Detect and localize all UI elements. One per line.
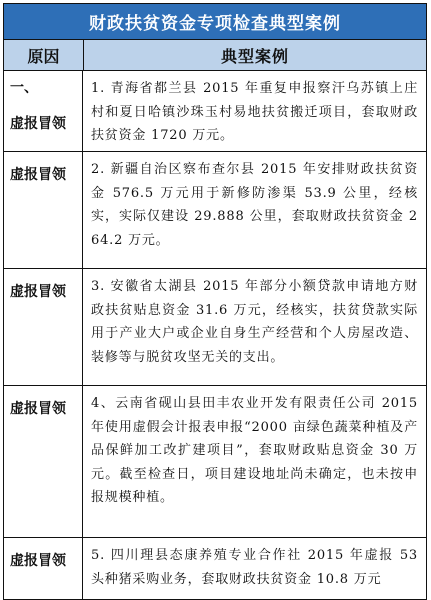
reason-label: 虚报冒领 (10, 401, 66, 417)
case-text: 4、云南省砚山县田丰农业开发有限责任公司 2015 年使用虚假会计报表申报“2000 亩绿色蔬菜种植及产品保鲜加工改扩建项目”，套取财政贴息资金 30 万元。截至检查日，项目建设地址尚未确定，也未按申报规模种植。 (91, 396, 418, 505)
header-case: 典型案例 (220, 46, 289, 66)
case-text: 1. 青海省都兰县 2015 年重复申报察汗乌苏镇上庄村和夏日哈镇沙珠玉村易地扶贫搬迁项目，套取财政扶贫资金 1720 万元。 (91, 81, 418, 143)
reason-cell (4, 152, 83, 268)
reason-cell (4, 386, 83, 537)
table-row (4, 538, 426, 600)
header-reason: 原因 (4, 40, 84, 70)
reason-label: 虚报冒领 (10, 167, 66, 183)
table-row (4, 386, 426, 538)
table-header-row (4, 40, 426, 71)
case-table (3, 3, 427, 600)
reason-label: 虚报冒领 (10, 116, 66, 132)
case-text: 3. 安徽省太湖县 2015 年部分小额贷款申请地方财政扶贫贴息资金 31.6 万元，经核实，扶贫贷款实际用于产业大户或企业自身生产经营和个人房屋改造、装修等与脱贫攻坚无关的支出。 (91, 279, 418, 365)
reason-number: 一、 (10, 80, 38, 96)
reason-label: 虚报冒领 (10, 553, 66, 569)
case-text: 2. 新疆自治区察布查尔县 2015 年安排财政扶贫资金 576.5 万元用于新修防渗渠 53.9 公里，经核实，实际仅建设 29.888 公里，套取财政扶贫资金 264.2 万元。 (91, 162, 418, 248)
reason-cell (4, 538, 83, 600)
table-row (4, 269, 426, 386)
reason-cell (4, 71, 83, 151)
reason-label: 虚报冒领 (10, 284, 66, 300)
table-title: 财政扶贫资金专项检查典型案例 (4, 4, 426, 40)
reason-cell (4, 269, 83, 385)
case-text: 5. 四川理县态康养殖专业合作社 2015 年虚报 53 头种猪采购业务，套取财政扶贫资金 10.8 万元 (91, 548, 418, 587)
table-row (4, 71, 426, 152)
table-row (4, 152, 426, 269)
